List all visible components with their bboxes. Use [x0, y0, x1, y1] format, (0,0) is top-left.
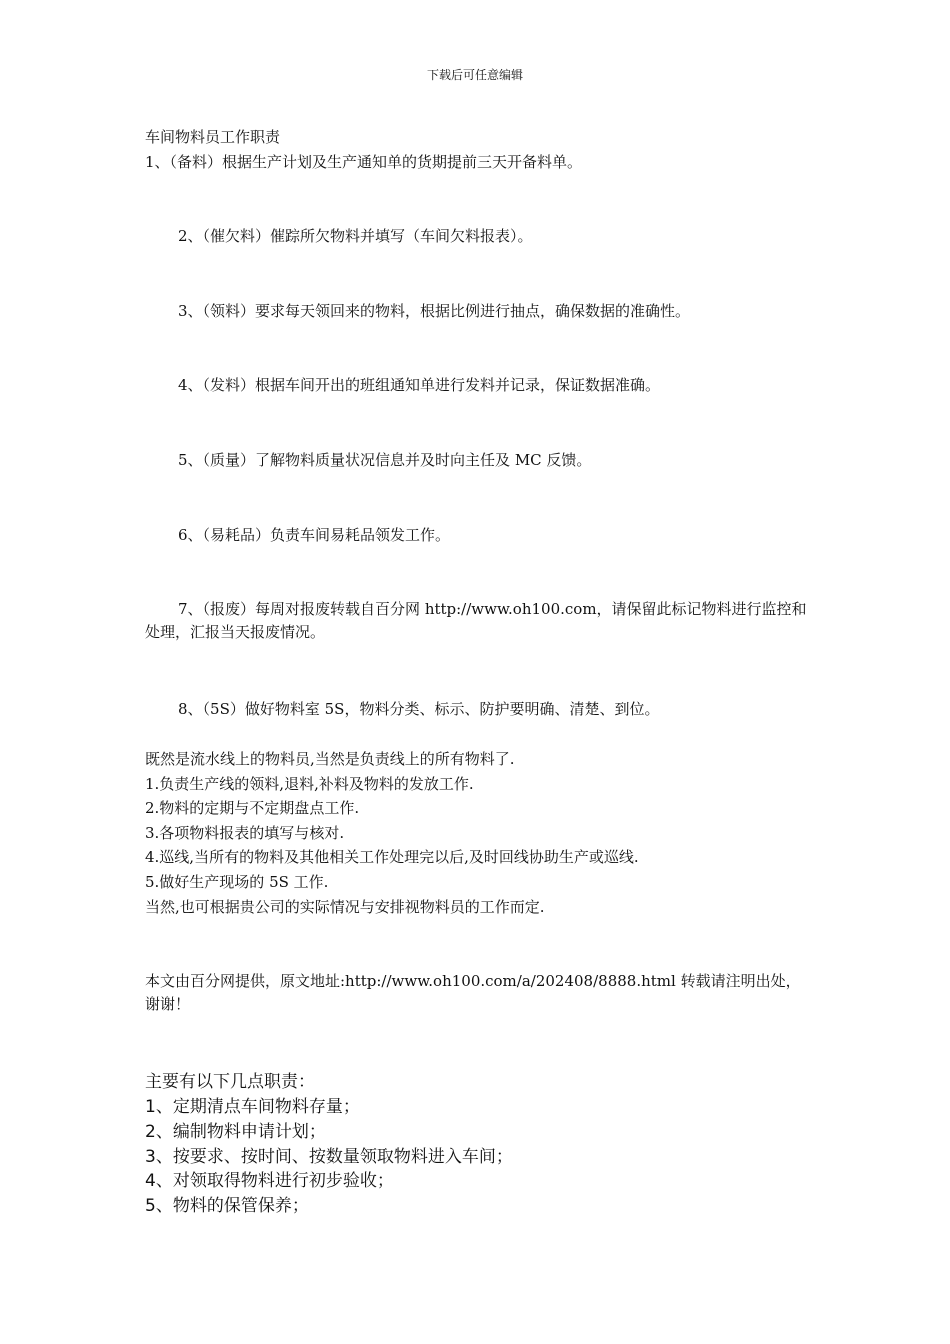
source-note: 本文由百分网提供，原文地址:http://www.oh100.com/a/202408/8888.html 转载请注明出处，谢谢！ [145, 972, 801, 1013]
main-duty-item-1: 1、定期清点车间物料存量； [145, 1097, 360, 1117]
main-duty-item-4: 4、对领取得物料进行初步验收； [145, 1171, 394, 1191]
main-duty-item-5: 5、物料的保管保养； [145, 1196, 309, 1216]
line-section-item-1: 1.负责生产线的领料,退料,补料及物料的发放工作. [145, 775, 474, 793]
duty-item-4: 4、（发料）根据车间开出的班组通知单进行发料并记录，保证数据准确。 [178, 376, 661, 394]
duty-item-2: 2、（催欠料）催踪所欠物料并填写（车间欠料报表）。 [178, 227, 533, 245]
duty-item-6: 6、（易耗品）负责车间易耗品领发工作。 [178, 526, 451, 544]
duty-item-7: 7、（报废）每周对报废转载自百分网 http://www.oh100.com，请保留此标记物料进行监控和处理，汇报当天报废情况。 [145, 600, 807, 641]
duty-item-8: 8、（5S）做好物料室 5S，物料分类、标示、防护要明确、清楚、到位。 [178, 700, 660, 718]
line-section-item-5: 5.做好生产现场的 5S 工作. [145, 873, 329, 891]
line-section-intro: 既然是流水线上的物料员,当然是负责线上的所有物料了. [145, 750, 515, 768]
page-header: 下载后可任意编辑 [426, 68, 523, 82]
main-duties-heading: 主要有以下几点职责： [145, 1072, 315, 1092]
document-title: 车间物料员工作职责 [145, 128, 281, 146]
duty-item-5: 5、（质量）了解物料质量状况信息并及时向主任及 MC 反馈。 [178, 451, 592, 469]
main-duty-item-3: 3、按要求、按时间、按数量领取物料进入车间； [145, 1147, 513, 1167]
main-duty-item-2: 2、编制物料申请计划； [145, 1122, 326, 1142]
line-section-item-3: 3.各项物料报表的填写与核对. [145, 824, 345, 842]
duty-item-1: 1、（备料）根据生产计划及生产通知单的货期提前三天开备料单。 [145, 153, 583, 171]
duty-item-3: 3、（领料）要求每天领回来的物料，根据比例进行抽点，确保数据的准确性。 [178, 302, 691, 320]
line-section-item-4: 4.巡线,当所有的物料及其他相关工作处理完以后,及时回线协助生产或巡线. [145, 848, 639, 866]
line-section-outro: 当然,也可根据贵公司的实际情况与安排视物料员的工作而定. [145, 898, 545, 916]
line-section-item-2: 2.物料的定期与不定期盘点工作. [145, 799, 360, 817]
